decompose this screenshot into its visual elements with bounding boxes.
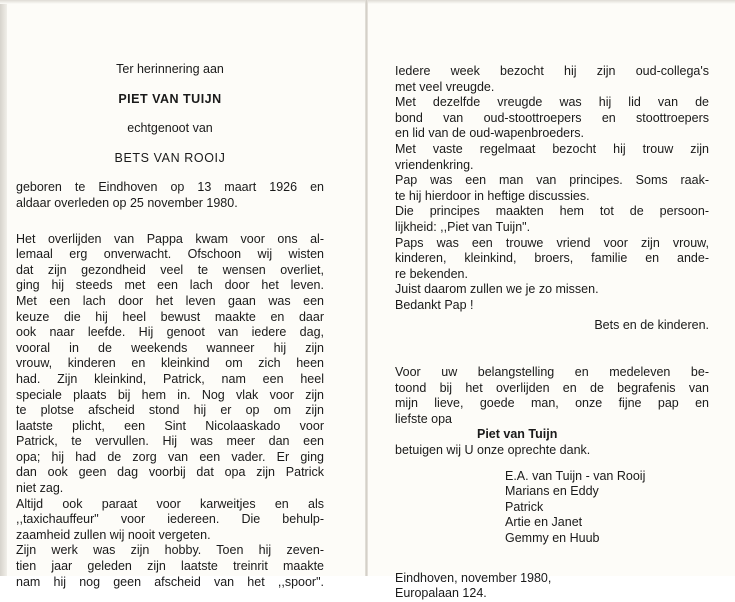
relation-line: echtgenoot van	[127, 121, 213, 136]
tribute-line: lemaal erg onverwacht. Ofschoon wij wisten	[16, 247, 324, 262]
right-page	[395, 64, 709, 602]
thanks-line: mijn lieve, goede man, onze fijne pap en	[395, 396, 709, 411]
card-fold-line	[365, 0, 368, 576]
thanks-line: Voor uw belangstelling en medeleven be-	[395, 365, 709, 380]
tribute-line: bond van oud-stoottroepers en stoottroepers	[395, 110, 709, 125]
family-member: Patrick	[505, 499, 544, 514]
tribute-line: Patrick, te vervullen. Hij was meer dan een	[16, 434, 324, 449]
signature: Bets en de kinderen.	[594, 317, 709, 332]
tribute-right	[395, 64, 709, 314]
tribute-line: Zijn werk was zijn hobby. Toen hij zeven-	[16, 543, 324, 558]
tribute-line: laatste plicht, een Sint Nicolaaskado voor	[16, 418, 324, 433]
family-member: Artie en Janet	[505, 515, 583, 530]
birth-block	[16, 180, 324, 211]
tribute-line: vrouw, kinderen en kleinkind om zich heen	[16, 356, 324, 371]
thanks-line: toond bij het overlijden en de begrafenis van	[395, 380, 709, 395]
tribute-line: zaamheid zullen wij nooit vergeten.	[16, 527, 211, 542]
tribute-line: Bedankt Pap !	[395, 297, 474, 312]
tribute-line: had. Zijn kleinkind, Patrick, nam een heel	[16, 371, 324, 386]
tribute-line: tien jaar geleden zijn laatste treinrit maakte	[16, 559, 324, 574]
tribute-line: te plotse afscheid stond hij er op om zijn	[16, 403, 324, 418]
birth-line: aldaar overleden op 25 november 1980.	[16, 195, 238, 210]
intro-line: Ter herinnering aan	[116, 62, 224, 76]
tribute-line: Iedere week bezocht hij zijn oud-collega's	[395, 64, 709, 78]
tribute-line: lijkheid: ,,Piet van Tuijn".	[395, 219, 531, 234]
tribute-left	[16, 232, 324, 591]
tribute-line: re bekenden.	[395, 266, 468, 281]
family-list	[395, 469, 709, 547]
thanks-closing: betuigen wij U onze oprechte dank.	[395, 443, 591, 458]
spouse-name: BETS VAN ROOIJ	[114, 150, 226, 165]
tribute-line: niet zag.	[16, 481, 64, 496]
tribute-line: Met dezelfde vreugde was hij lid van de	[395, 95, 709, 110]
tribute-line: Het overlijden van Pappa kwam voor ons al-	[16, 231, 324, 246]
thanks-name: Piet van Tuijn	[477, 427, 558, 442]
tribute-line: met veel vreugde.	[395, 79, 495, 94]
tribute-line: speciale plaats bij hem in. Nog vlak voor zijn	[16, 387, 324, 402]
tribute-line: keuze die hij heel bewust maakte en daar	[16, 309, 324, 324]
tribute-line: Die principes maakten hem tot de persoon-	[395, 204, 709, 219]
tribute-line: Paps was een trouwe vriend voor zijn vrouw,	[395, 235, 709, 250]
tribute-line: Met een lach door het leven gaan was een	[16, 293, 324, 308]
tribute-line: nam hij nog geen afscheid van het ,,spoor".	[16, 574, 324, 589]
tribute-line: Met vaste regelmaat bezocht hij trouw zijn	[395, 141, 709, 156]
tribute-line: en lid van de oud-wapenbroeders.	[395, 126, 585, 141]
address-line: Eindhoven, november 1980,	[395, 570, 552, 585]
tribute-line: vriendenkring.	[395, 157, 474, 172]
thanks-block	[395, 365, 709, 459]
tribute-line: dan ook geen dag voorbij dat opa zijn Patrick	[16, 465, 324, 480]
tribute-line: Pap was een man van principes. Soms raak-	[395, 173, 709, 188]
thanks-line: liefste opa	[395, 411, 452, 426]
tribute-line: ook naar leefde. Hij genoot van iedere dag,	[16, 325, 324, 340]
tribute-line: ,,taxichauffeur" voor iedereen. Die behulp-	[16, 512, 324, 527]
address-line: Europalaan 124.	[395, 586, 487, 601]
tribute-line: vooral in de weekends wanneer hij zijn	[16, 340, 324, 355]
tribute-line: dat zijn gezondheid veel te wensen overliet,	[16, 262, 324, 277]
left-page	[16, 62, 324, 590]
tribute-line: kinderen, kleinkind, broers, familie en ande-	[395, 251, 709, 266]
family-member: E.A. van Tuijn - van Rooij	[505, 468, 646, 483]
address-block	[395, 571, 709, 602]
birth-line: geboren te Eindhoven op 13 maart 1926 en	[16, 180, 324, 195]
tribute-line: opa; hij had de zorg van een vader. Er ging	[16, 449, 324, 464]
paper-edge-left	[0, 0, 7, 576]
tribute-line: te hij hierdoor in heftige discussies.	[395, 188, 590, 203]
family-member: Gemmy en Huub	[505, 531, 600, 546]
tribute-line: Juist daarom zullen we je zo missen.	[395, 282, 599, 297]
tribute-line: ging hij steeds met een lach door het leven.	[16, 278, 324, 293]
deceased-name: PIET VAN TUIJN	[118, 91, 222, 106]
family-member: Marians en Eddy	[505, 484, 599, 499]
tribute-line: Altijd ook paraat voor karweitjes en als	[16, 496, 324, 511]
